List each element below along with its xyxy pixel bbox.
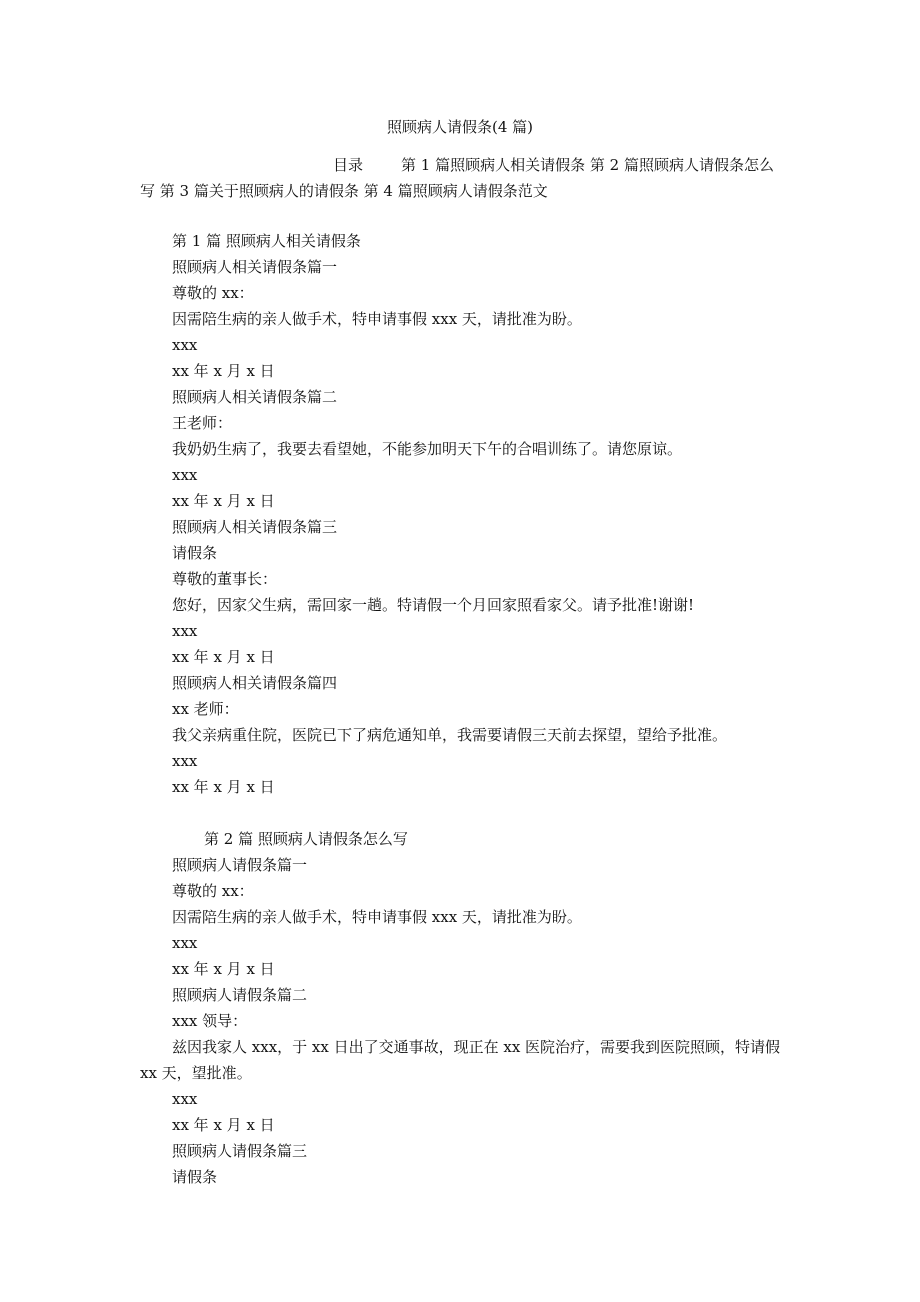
section-2-line: 请假条 (172, 1168, 218, 1186)
section-1-line: 尊敬的董事长： (172, 570, 278, 588)
section-1-line: 尊敬的 xx： (172, 284, 254, 302)
section-2-line: xx 年 x 月 x 日 (172, 1116, 275, 1134)
document-title: 照顾病人请假条(4 篇) (386, 118, 534, 136)
section-1-line: xxx (172, 752, 198, 770)
section-1-line: 您好，因家父生病，需回家一趟。特请假一个月回家照看家父。请予批准!谢谢! (172, 596, 695, 614)
section-2-line: xxx 领导： (172, 1012, 248, 1030)
section-1-line: 照顾病人相关请假条篇一 (172, 258, 338, 276)
section-1-line: 因需陪生病的亲人做手术，特申请事假 xxx 天，请批准为盼。 (172, 310, 582, 328)
toc-text: 第 1 篇照顾病人相关请假条 第 2 篇照顾病人请假条怎么写 第 3 篇关于照顾病人的请假条 第 4 篇照顾病人请假条范文 (140, 156, 774, 200)
section-2-line: xxx (172, 1090, 198, 1108)
section-2-heading: 第 2 篇 照顾病人请假条怎么写 (204, 830, 408, 848)
section-1-line: xx 老师： (172, 700, 239, 718)
section-2-line: 照顾病人请假条篇三 (172, 1142, 308, 1160)
section-1-line: xx 年 x 月 x 日 (172, 648, 275, 666)
section-1-line: 我父亲病重住院，医院已下了病危通知单，我需要请假三天前去探望，望给予批准。 (172, 726, 728, 744)
section-1-heading: 第 1 篇 照顾病人相关请假条 (172, 232, 361, 250)
section-1-line: 照顾病人相关请假条篇三 (172, 518, 338, 536)
section-2-line: xxx (172, 934, 198, 952)
section-2-paragraph: 兹因我家人 xxx，于 xx 日出了交通事故，现正在 xx 医院治疗，需要我到医院照顾，特请假 xx 天，望批准。 (140, 1038, 781, 1082)
section-1-line: xxx (172, 622, 198, 640)
section-1-line: xx 年 x 月 x 日 (172, 492, 275, 510)
toc-label: 目录 (333, 156, 364, 174)
section-1-line: xxx (172, 336, 198, 354)
section-2-line: xx 年 x 月 x 日 (172, 960, 275, 978)
section-2-line: 尊敬的 xx： (172, 882, 254, 900)
section-2-line: 照顾病人请假条篇二 (172, 986, 308, 1004)
section-2-line: 照顾病人请假条篇一 (172, 856, 308, 874)
table-of-contents (140, 152, 785, 204)
section-2-line: 因需陪生病的亲人做手术，特申请事假 xxx 天，请批准为盼。 (172, 908, 582, 926)
section-1-line: 请假条 (172, 544, 218, 562)
section-1-line: xxx (172, 466, 198, 484)
section-1-line: 照顾病人相关请假条篇四 (172, 674, 338, 692)
section-1-line: 照顾病人相关请假条篇二 (172, 388, 338, 406)
section-1-line: 我奶奶生病了，我要去看望她，不能参加明天下午的合唱训练了。请您原谅。 (172, 440, 683, 458)
section-1-line: xx 年 x 月 x 日 (172, 362, 275, 380)
section-1-line: 王老师： (172, 414, 233, 432)
section-1-line: xx 年 x 月 x 日 (172, 778, 275, 796)
